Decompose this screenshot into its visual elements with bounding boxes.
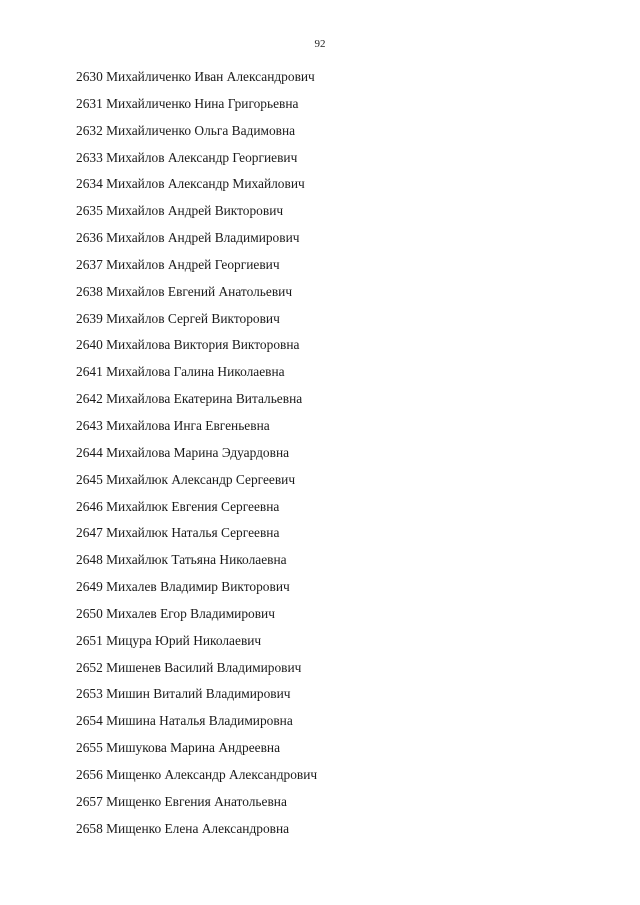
entry-name: Мищенко Александр Александрович — [106, 766, 318, 782]
entry-name: Михайлов Александр Георгиевич — [106, 149, 298, 165]
entry-number: 2638 — [76, 283, 103, 299]
list-item — [76, 118, 596, 145]
entry-number: 2657 — [76, 793, 103, 809]
entry-number: 2647 — [76, 525, 103, 541]
entry-name: Михайличенко Ольга Вадимовна — [106, 122, 296, 138]
entry-number: 2658 — [76, 820, 103, 836]
list-item — [76, 225, 596, 252]
entry-name: Михайлова Марина Эдуардовна — [106, 444, 290, 460]
entry-number: 2655 — [76, 740, 103, 756]
list-item — [76, 332, 596, 359]
entry-name: Мищенко Евгения Анатольевна — [106, 793, 287, 809]
list-item — [76, 359, 596, 386]
list-item — [76, 64, 596, 91]
entry-name: Мишенев Василий Владимирович — [106, 659, 302, 675]
entry-number: 2635 — [76, 203, 103, 219]
entry-number: 2643 — [76, 417, 103, 433]
list-item — [76, 171, 596, 198]
list-item — [76, 708, 596, 735]
entry-name: Мишина Наталья Владимировна — [106, 713, 293, 729]
entry-name: Михайлов Андрей Викторович — [106, 203, 284, 219]
entry-name: Михайлова Инга Евгеньевна — [106, 417, 270, 433]
entry-number: 2631 — [76, 95, 103, 111]
entry-name: Михалев Егор Владимирович — [106, 605, 275, 621]
entry-name: Михайлюк Наталья Сергеевна — [106, 525, 280, 541]
list-item — [76, 520, 596, 547]
entry-name: Михайлова Галина Николаевна — [106, 364, 285, 380]
entry-number: 2648 — [76, 552, 103, 568]
list-item — [76, 547, 596, 574]
entry-name: Михайличенко Нина Григорьевна — [106, 95, 299, 111]
entry-number: 2632 — [76, 122, 103, 138]
list-item — [76, 91, 596, 118]
entry-number: 2650 — [76, 605, 103, 621]
entry-number: 2654 — [76, 713, 103, 729]
list-item — [76, 306, 596, 333]
entry-name: Мищенко Елена Александровна — [106, 820, 290, 836]
list-item — [76, 574, 596, 601]
entry-name: Михайлюк Александр Сергеевич — [106, 471, 296, 487]
list-item — [76, 655, 596, 682]
list-item — [76, 467, 596, 494]
list-item — [76, 413, 596, 440]
entry-number: 2641 — [76, 364, 103, 380]
entry-name: Михайлов Андрей Георгиевич — [106, 256, 280, 272]
entry-number: 2652 — [76, 659, 103, 675]
entry-name: Михайлов Андрей Владимирович — [106, 230, 300, 246]
entry-number: 2639 — [76, 310, 103, 326]
entry-number: 2633 — [76, 149, 103, 165]
list-item — [76, 386, 596, 413]
entry-number: 2637 — [76, 256, 103, 272]
entry-name: Мишукова Марина Андреевна — [106, 740, 281, 756]
entry-number: 2645 — [76, 471, 103, 487]
entry-number: 2640 — [76, 337, 103, 353]
page-number: 92 — [314, 38, 326, 50]
list-item — [76, 762, 596, 789]
entry-number: 2636 — [76, 230, 103, 246]
list-item — [76, 789, 596, 816]
entry-name: Михайлов Евгений Анатольевич — [106, 283, 293, 299]
entry-number: 2646 — [76, 498, 103, 514]
entry-number: 2649 — [76, 579, 103, 595]
entry-name: Михайлюк Татьяна Николаевна — [106, 552, 287, 568]
entry-name: Мицура Юрий Николаевич — [106, 632, 262, 648]
name-list — [76, 64, 596, 842]
list-item — [76, 601, 596, 628]
list-item — [76, 494, 596, 521]
entry-number: 2630 — [76, 69, 103, 84]
list-item — [76, 198, 596, 225]
list-item — [76, 628, 596, 655]
entry-name: Михайлов Сергей Викторович — [106, 310, 280, 326]
list-item — [76, 145, 596, 172]
entry-number: 2653 — [76, 686, 103, 702]
entry-number: 2651 — [76, 632, 103, 648]
list-item — [76, 681, 596, 708]
entry-name: Михайлов Александр Михайлович — [106, 176, 305, 192]
entry-name: Михайличенко Иван Александрович — [106, 69, 315, 84]
entry-name: Михайлова Екатерина Витальевна — [106, 391, 303, 407]
entry-name: Мишин Виталий Владимирович — [106, 686, 291, 702]
entry-number: 2642 — [76, 391, 103, 407]
entry-number: 2656 — [76, 766, 103, 782]
entry-number: 2634 — [76, 176, 103, 192]
list-item — [76, 252, 596, 279]
entry-name: Михайлюк Евгения Сергеевна — [106, 498, 280, 514]
list-item — [76, 735, 596, 762]
list-item — [76, 279, 596, 306]
entry-name: Михалев Владимир Викторович — [106, 579, 290, 595]
entry-name: Михайлова Виктория Викторовна — [106, 337, 300, 353]
entry-number: 2644 — [76, 444, 103, 460]
list-item — [76, 440, 596, 467]
list-item — [76, 816, 596, 843]
